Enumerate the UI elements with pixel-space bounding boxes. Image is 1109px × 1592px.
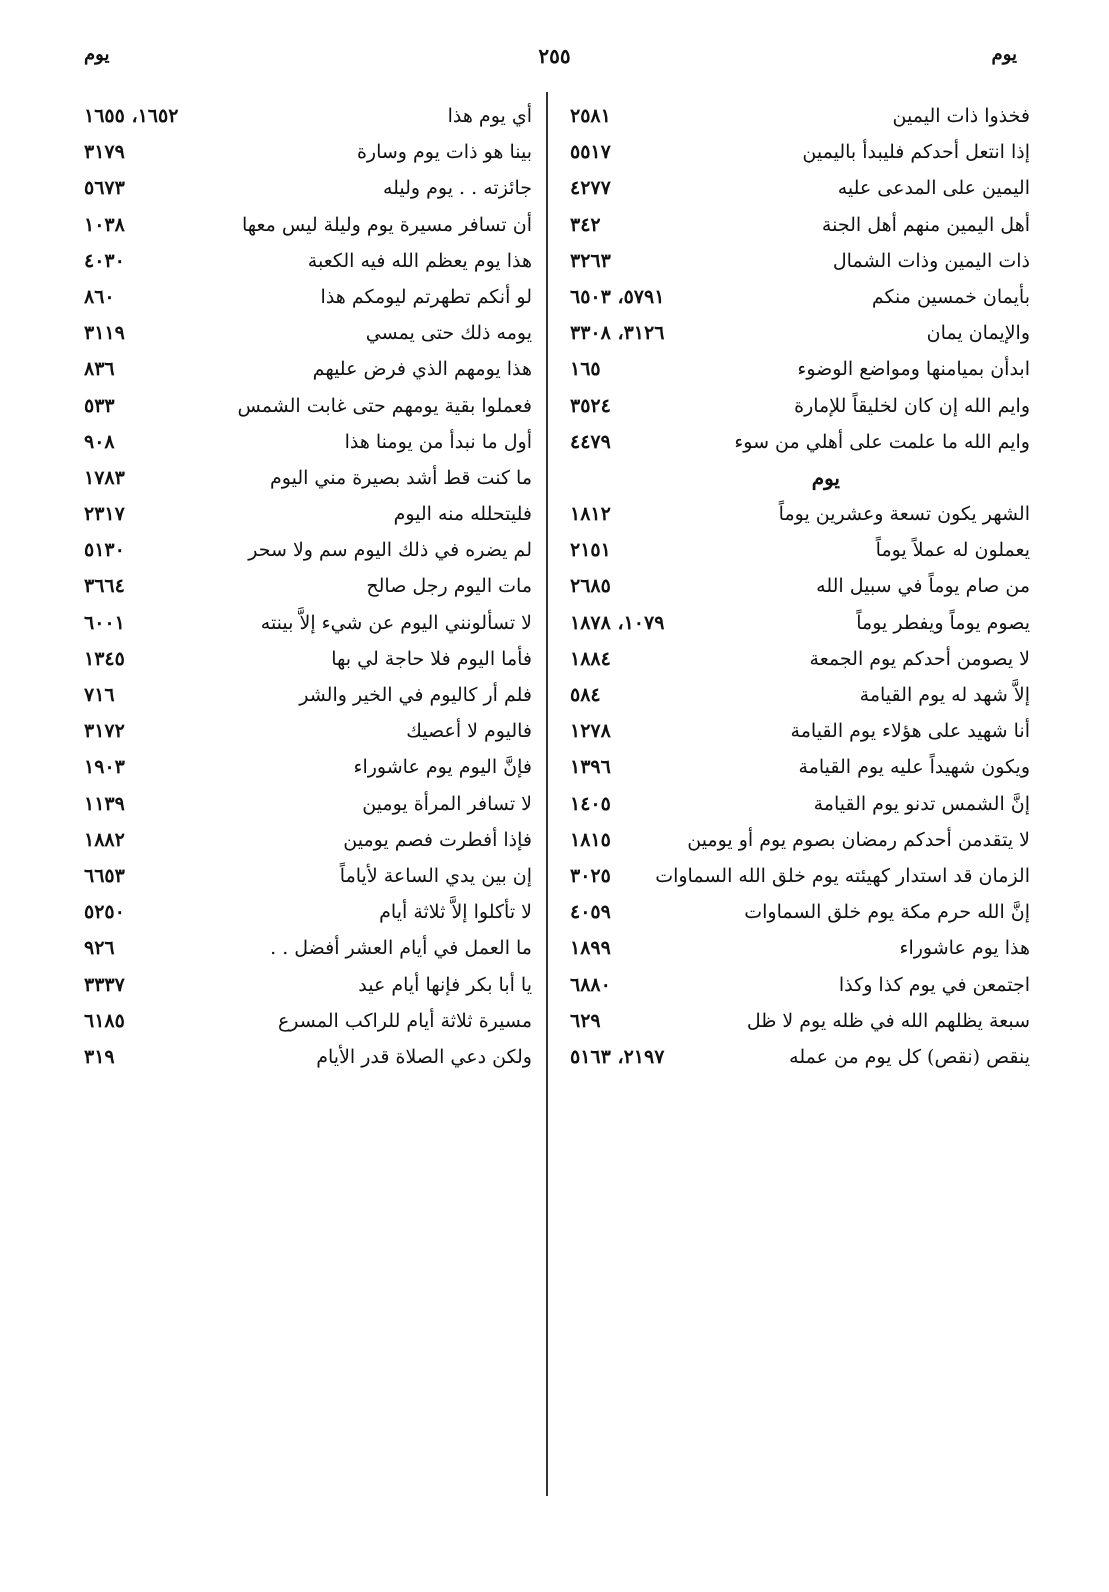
- page-header: [0, 44, 1109, 84]
- entry-text: فأما اليوم فلا حاجة لي بها: [331, 647, 532, 670]
- index-entry: [570, 677, 1030, 713]
- index-entry: [570, 170, 1030, 206]
- index-entry: [84, 207, 532, 243]
- entry-text: فليتحلله منه اليوم: [393, 503, 532, 526]
- index-entry: [570, 749, 1030, 785]
- entry-refs: ١٠٧٩، ١٨٧٨: [570, 611, 665, 634]
- entry-text: يومه ذلك حتى يمسي: [365, 322, 532, 345]
- entry-refs: ٧١٦: [84, 684, 115, 706]
- index-entry: [84, 496, 532, 532]
- entry-refs: ٣١٩: [84, 1045, 115, 1068]
- index-entry: [570, 1003, 1030, 1039]
- index-entry: [570, 641, 1030, 677]
- entry-text: فلم أر كاليوم في الخير والشر: [299, 684, 532, 706]
- entry-text: وايم الله إن كان لخليقاً للإمارة: [794, 394, 1030, 417]
- entry-text: إنَّ الشمس تدنو يوم القيامة: [813, 792, 1030, 815]
- index-entry: [84, 243, 532, 279]
- entry-refs: ٦١٨٥: [84, 1009, 125, 1032]
- entry-text: هذا يومهم الذي فرض عليهم: [312, 358, 532, 381]
- entry-refs: ٦٨٨٠: [570, 973, 611, 996]
- index-entry: [84, 1003, 532, 1039]
- entry-text: اليمين على المدعى عليه: [837, 177, 1030, 200]
- entry-text: أي يوم هذا: [447, 105, 532, 127]
- entry-refs: ٣١٢٦، ٣٣٠٨: [570, 322, 665, 345]
- index-entry: [84, 641, 532, 677]
- entry-refs: ٣٠٢٥: [570, 864, 611, 887]
- index-entry: [84, 568, 532, 604]
- entry-text: أنا شهيد على هؤلاء يوم القيامة: [790, 720, 1030, 743]
- index-entry: [84, 351, 532, 387]
- entry-refs: ٣٤٢: [570, 213, 601, 236]
- entry-refs: ٥١٣٠: [84, 539, 125, 562]
- index-entry: [84, 424, 532, 460]
- index-entry: [570, 858, 1030, 894]
- entry-text: لا تسألونني اليوم عن شيء إلاَّ بينته: [260, 611, 532, 634]
- entry-text: لا يصومن أحدكم يوم الجمعة: [809, 647, 1030, 670]
- index-entry: [570, 388, 1030, 424]
- entry-text: اجتمعن في يوم كذا وكذا: [838, 973, 1030, 996]
- entry-refs: ٥٥١٧: [570, 141, 611, 164]
- entry-text: لو أنكم تطهرتم ليومكم هذا: [320, 285, 532, 308]
- index-entry: [84, 532, 532, 568]
- entry-text: فإنَّ اليوم يوم عاشوراء: [353, 756, 532, 779]
- entry-text: فخذوا ذات اليمين: [892, 105, 1030, 127]
- column-divider: [546, 92, 548, 1496]
- entry-text: الشهر يكون تسعة وعشرين يوماً: [778, 503, 1030, 526]
- entry-refs: ١٦٥٢، ١٦٥٥: [84, 105, 179, 127]
- entry-refs: ٢٣١٧: [84, 503, 125, 526]
- index-entry: [570, 351, 1030, 387]
- entry-refs: ١٢٧٨: [570, 720, 611, 743]
- index-entry: [570, 315, 1030, 351]
- entry-text: ويكون شهيداً عليه يوم القيامة: [798, 756, 1030, 779]
- index-entry: [84, 749, 532, 785]
- entry-text: إلاَّ شهد له يوم القيامة: [859, 684, 1030, 706]
- index-entry: [84, 605, 532, 641]
- entry-text: هذا يوم عاشوراء: [899, 937, 1030, 960]
- entry-text: إن بين يدي الساعة لأياماً: [339, 864, 532, 887]
- entry-text: ابدأن بميامنها ومواضع الوضوء: [797, 358, 1030, 381]
- index-entry: [84, 134, 532, 170]
- index-entry: [570, 713, 1030, 749]
- entry-text: لا تسافر المرأة يومين: [362, 792, 532, 815]
- entry-text: ذات اليمين وذات الشمال: [832, 249, 1030, 272]
- index-entry: [570, 243, 1030, 279]
- entry-refs: ٨٦٠: [84, 285, 115, 308]
- entry-refs: ٩٠٨: [84, 430, 115, 453]
- entry-refs: ١٨١٢: [570, 503, 611, 526]
- entry-text: ينقص (نقص) كل يوم من عمله: [789, 1045, 1030, 1068]
- entry-text: سبعة يظلهم الله في ظله يوم لا ظل: [746, 1009, 1030, 1032]
- entry-refs: ٣١٧٩: [84, 141, 125, 164]
- entry-refs: ٢١٩٧، ٥١٦٣: [570, 1045, 665, 1068]
- index-entry: [84, 930, 532, 966]
- index-entry: [570, 207, 1030, 243]
- index-entry: [570, 279, 1030, 315]
- index-entry: [84, 279, 532, 315]
- entry-refs: ٢١٥١: [570, 539, 611, 562]
- index-entry: [570, 134, 1030, 170]
- index-entry: [84, 822, 532, 858]
- index-entry: [570, 568, 1030, 604]
- entry-refs: ١٨١٥: [570, 828, 611, 851]
- entry-text: والإيمان يمان: [926, 322, 1030, 345]
- entry-text: مسيرة ثلاثة أيام للراكب المسرع: [277, 1009, 532, 1032]
- entry-refs: ٢٥٨١: [570, 105, 611, 127]
- entry-refs: ٣٦٦٤: [84, 575, 125, 598]
- entry-refs: ٢٦٨٥: [570, 575, 611, 598]
- index-entry: [84, 894, 532, 930]
- index-entry: [570, 424, 1030, 460]
- entry-text: مات اليوم رجل صالح: [366, 575, 532, 598]
- header-keyword-left: يوم: [84, 44, 110, 65]
- index-entry: [570, 605, 1030, 641]
- entry-refs: ١٧٨٣: [84, 466, 125, 489]
- left-column: [84, 98, 532, 1075]
- entry-refs: ٨٣٦: [84, 358, 115, 381]
- index-entry: [570, 822, 1030, 858]
- entry-text: أول ما نبدأ من يومنا هذا: [344, 430, 532, 453]
- index-entry: [84, 388, 532, 424]
- entry-text: لا تأكلوا إلاَّ ثلاثة أيام: [379, 901, 532, 924]
- entry-text: يصوم يوماً ويفطر يوماً: [856, 611, 1030, 634]
- entry-refs: ١٨٨٢: [84, 828, 125, 851]
- index-entry: [570, 1039, 1030, 1075]
- header-keyword-right: يوم: [991, 44, 1017, 65]
- entry-text: من صام يوماً في سبيل الله: [816, 575, 1030, 598]
- entry-refs: ١٦٥: [570, 358, 601, 381]
- entry-refs: ١٤٠٥: [570, 792, 611, 815]
- entry-text: إنَّ الله حرم مكة يوم خلق السماوات: [744, 901, 1030, 924]
- index-entry: [84, 858, 532, 894]
- right-column: [570, 98, 1030, 1075]
- entry-refs: ١٩٠٣: [84, 756, 125, 779]
- entry-text: لا يتقدمن أحدكم رمضان بصوم يوم أو يومين: [687, 828, 1030, 851]
- entry-refs: ٣٣٣٧: [84, 973, 125, 996]
- entry-text: فإذا أفطرت فصم يومين: [343, 828, 532, 851]
- entry-refs: ٣١٧٢: [84, 720, 125, 743]
- entry-refs: ١٨٩٩: [570, 937, 611, 960]
- entry-text: الزمان قد استدار كهيئته يوم خلق الله السماوات: [655, 864, 1030, 887]
- entry-refs: ٤٠٣٠: [84, 249, 125, 272]
- entry-refs: ٥٣٣: [84, 394, 115, 417]
- index-entry: [84, 677, 532, 713]
- entry-refs: ١٣٩٦: [570, 756, 611, 779]
- entry-text: هذا يوم يعظم الله فيه الكعبة: [307, 249, 532, 272]
- entry-refs: ٤٠٥٩: [570, 901, 611, 924]
- entry-refs: ١٣٤٥: [84, 647, 125, 670]
- entry-text: ولكن دعي الصلاة قدر الأيام: [316, 1045, 532, 1068]
- entry-text: لم يضره في ذلك اليوم سم ولا سحر: [248, 539, 532, 562]
- index-entry: [84, 1039, 532, 1075]
- entry-refs: ١١٣٩: [84, 792, 125, 815]
- entry-refs: ٥٨٤: [570, 684, 601, 706]
- index-entry: [84, 460, 532, 496]
- entry-text: جائزته . . يوم وليله: [382, 177, 532, 200]
- index-entry: [570, 967, 1030, 1003]
- page-number: ٢٥٥: [538, 44, 571, 68]
- section-heading-row: [570, 460, 1030, 496]
- index-entry: [84, 170, 532, 206]
- entry-refs: ٦٠٠١: [84, 611, 125, 634]
- index-entry: [84, 967, 532, 1003]
- entry-refs: ٥٢٥٠: [84, 901, 125, 924]
- entry-text: ما كنت قط أشد بصيرة مني اليوم: [270, 466, 532, 489]
- entry-refs: ٦٦٥٣: [84, 864, 125, 887]
- entry-refs: ٦٢٩: [570, 1009, 601, 1032]
- index-entry: [570, 930, 1030, 966]
- entry-text: بينا هو ذات يوم وسارة: [356, 141, 532, 164]
- entry-refs: ٣٢٦٣: [570, 249, 611, 272]
- entry-text: يا أبا بكر فإنها أيام عيد: [358, 973, 532, 996]
- entry-text: أهل اليمين منهم أهل الجنة: [821, 213, 1030, 236]
- entry-text: فاليوم لا أعصيك: [406, 720, 532, 743]
- index-entry: [84, 713, 532, 749]
- entry-refs: ١٠٣٨: [84, 213, 125, 236]
- index-entry: [570, 532, 1030, 568]
- index-entry: [84, 786, 532, 822]
- entry-refs: ٤٢٧٧: [570, 177, 611, 200]
- entry-refs: ١٨٨٤: [570, 647, 611, 670]
- entry-text: وايم الله ما علمت على أهلي من سوء: [734, 430, 1030, 453]
- entry-refs: ٩٢٦: [84, 937, 115, 960]
- entry-text: بأيمان خمسين منكم: [871, 285, 1030, 308]
- index-entry: [570, 894, 1030, 930]
- entry-text: ما العمل في أيام العشر أفضل . .: [270, 937, 532, 960]
- entry-text: أن تسافر مسيرة يوم وليلة ليس معها: [241, 213, 532, 236]
- entry-refs: ٤٤٧٩: [570, 430, 611, 453]
- entry-text: إذا انتعل أحدكم فليبدأ باليمين: [802, 141, 1030, 164]
- index-entry: [84, 315, 532, 351]
- index-entry: [84, 98, 532, 134]
- index-entry: [570, 98, 1030, 134]
- entry-text: يعملون له عملاً يوماً: [875, 539, 1030, 562]
- entry-refs: ٥٧٩١، ٦٥٠٣: [570, 285, 665, 308]
- entry-refs: ٣١١٩: [84, 322, 125, 345]
- section-heading: يوم: [811, 465, 840, 490]
- entry-refs: ٣٥٢٤: [570, 394, 611, 417]
- entry-text: فعملوا بقية يومهم حتى غابت الشمس: [237, 394, 532, 417]
- index-entry: [570, 496, 1030, 532]
- index-entry: [570, 786, 1030, 822]
- entry-refs: ٥٦٧٣: [84, 177, 125, 200]
